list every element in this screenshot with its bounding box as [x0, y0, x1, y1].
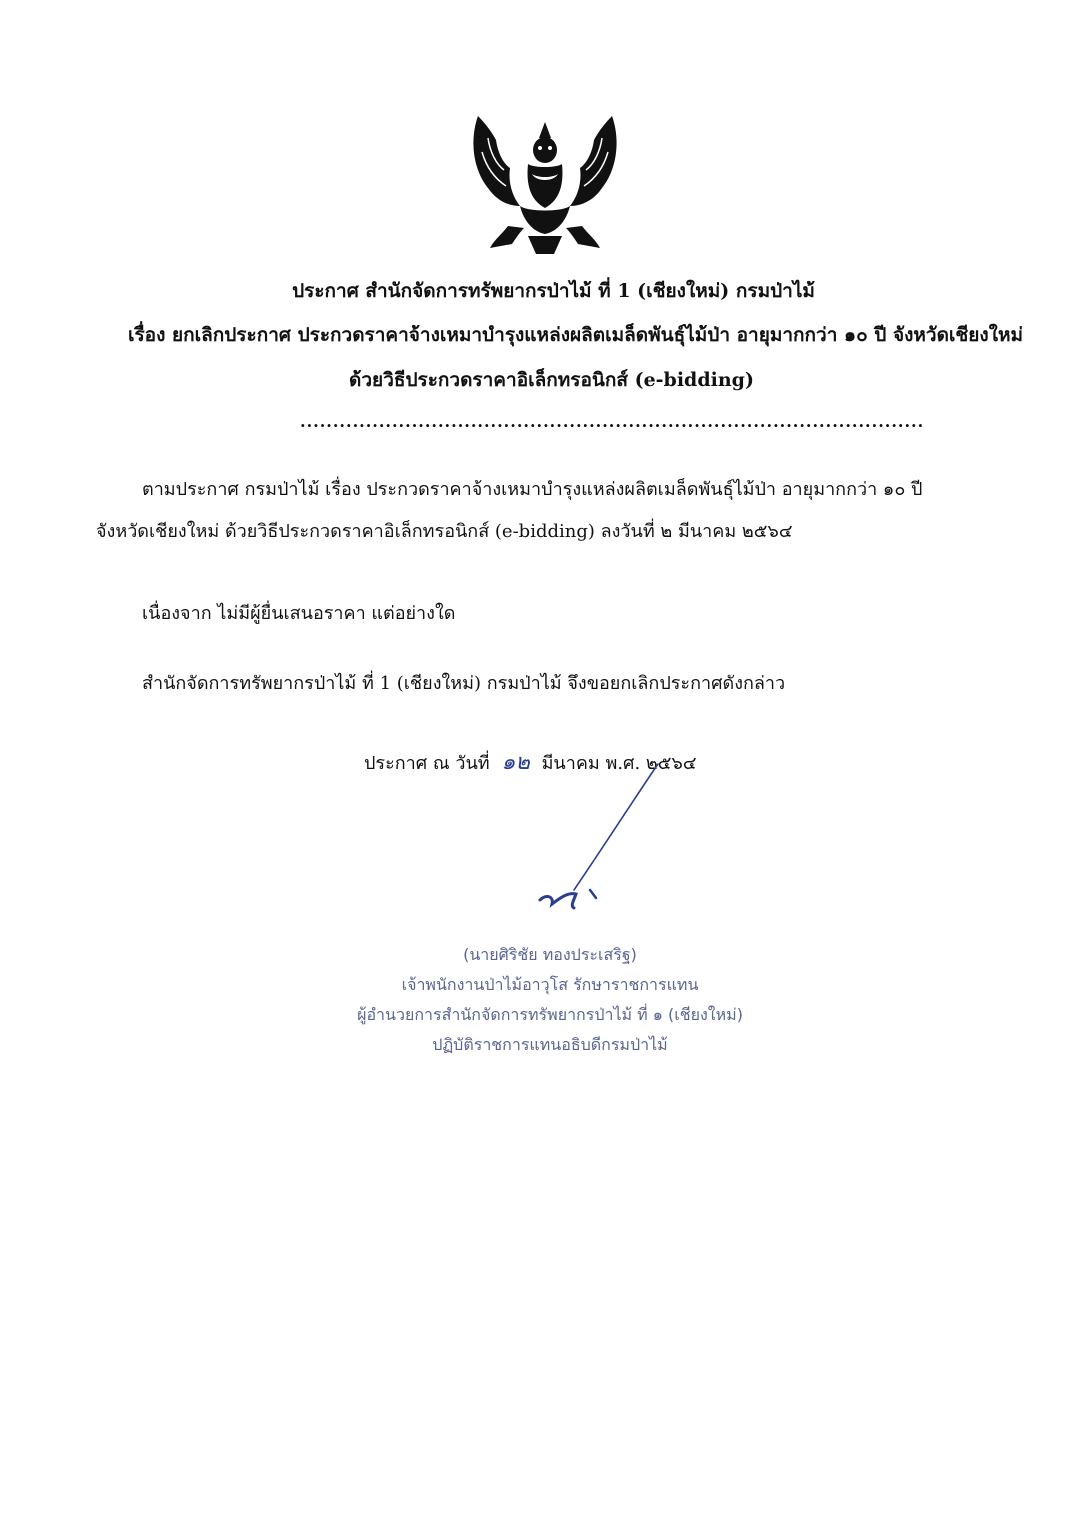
signatory-position-1: เจ้าพนักงานป่าไม้อาวุโส รักษาราชการแทน: [401, 975, 699, 994]
dotted-divider: ...............................................................................................: [300, 412, 925, 431]
date-suffix: มีนาคม พ.ศ. ๒๕๖๔: [541, 753, 697, 774]
paragraph-reason: เนื่องจาก ไม่มีผู้ยื่นเสนอราคา แต่อย่างใด: [142, 603, 456, 624]
garuda-emblem-icon: [468, 108, 622, 258]
announcement-method: ด้วยวิธีประกวดราคาอิเล็กทรอนิกส์ (e-bidding): [349, 369, 754, 391]
signatory-name: (นายศิริชัย ทองประเสริฐ): [463, 945, 637, 964]
announcement-subject: เรื่อง ยกเลิกประกาศ ประกวดราคาจ้างเหมาบำรุงแหล่งผลิตเมล็ดพันธุ์ไม้ป่า อายุมากกว่า ๑๐ ปี จังหวัดเชียงใหม่: [127, 324, 1024, 346]
date-day-handwritten: ๑๒: [501, 750, 530, 775]
signatory-position-2: ผู้อำนวยการสำนักจัดการทรัพยากรป่าไม้ ที่ ๑ (เชียงใหม่): [357, 1005, 743, 1024]
paragraph-cancellation: สำนักจัดการทรัพยากรป่าไม้ ที่ 1 (เชียงใหม่) กรมป่าไม้ จึงขอยกเลิกประกาศดังกล่าว: [142, 673, 786, 694]
signatory-position-3: ปฏิบัติราชการแทนอธิบดีกรมป่าไม้: [432, 1035, 668, 1054]
paragraph-reference-line2: จังหวัดเชียงใหม่ ด้วยวิธีประกวดราคาอิเล็กทรอนิกส์ (e-bidding) ลงวันที่ ๒ มีนาคม ๒๕๖๔: [96, 521, 793, 542]
handwritten-signature: [530, 760, 670, 920]
paragraph-reference-line1: ตามประกาศ กรมป่าไม้ เรื่อง ประกวดราคาจ้างเหมาบำรุงแหล่งผลิตเมล็ดพันธุ์ไม้ป่า อายุมากกว่า ๑๐ ปี: [142, 479, 923, 500]
signatory-block: [330, 940, 770, 1060]
announcement-title: ประกาศ สำนักจัดการทรัพยากรป่าไม้ ที่ 1 (เชียงใหม่) กรมป่าไม้: [292, 280, 815, 302]
date-prefix: ประกาศ ณ วันที่: [364, 753, 490, 774]
